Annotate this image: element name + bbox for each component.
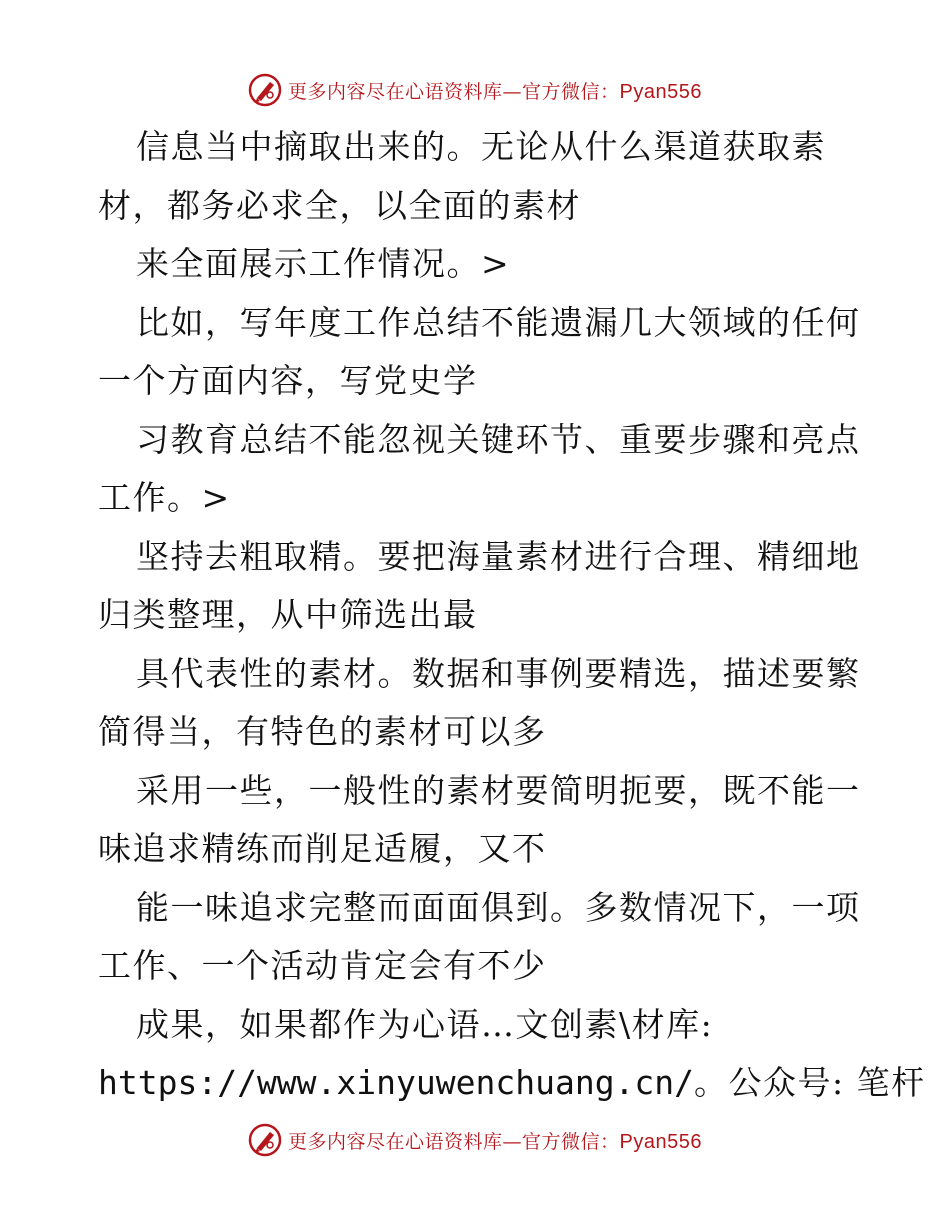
- text-line: 工作。>: [98, 478, 231, 517]
- text-line: 能一味追求完整而面面俱到。多数情况下，一项: [136, 887, 861, 927]
- banner-text: [288, 1127, 702, 1154]
- document-body: [98, 118, 926, 1113]
- text-line: 归类整理，从中筛选出最: [98, 595, 478, 634]
- text-line: 一个方面内容，写党史学: [98, 361, 478, 400]
- text-line: 简得当，有特色的素材可以多: [98, 712, 547, 751]
- text-line: 习教育总结不能忽视关键环节、重要步骤和亮点: [136, 419, 861, 459]
- text-line: 采用一些，一般性的素材要简明扼要，既不能一: [136, 770, 861, 810]
- banner-text: [288, 77, 702, 104]
- banner-separator: —: [502, 1130, 523, 1153]
- text-line: 工作、一个活动肯定会有不少: [98, 946, 547, 985]
- banner-cn-text: 更多内容尽在心语资料库: [288, 1130, 503, 1153]
- banner-cn-text: 更多内容尽在心语资料库: [288, 80, 503, 103]
- banner-separator: —: [502, 80, 523, 103]
- pen-logo-icon: [248, 73, 282, 107]
- banner-wechat-id: Pyan556: [619, 1130, 702, 1153]
- text-line: 比如，写年度工作总结不能遗漏几大领域的任何: [136, 302, 861, 342]
- website-link[interactable]: https://www.xinyuwenchuang.cn/: [98, 1063, 695, 1102]
- footer-watermark-banner: [0, 1120, 950, 1160]
- banner-wechat-id: Pyan556: [619, 80, 702, 103]
- url-line: [98, 1054, 926, 1113]
- text-line: 味追求精练而削足适履，又不: [98, 829, 547, 868]
- text-line: 来全面展示工作情况。>: [136, 244, 511, 283]
- text-line: 信息当中摘取出来的。无论从什么渠道获取素: [136, 127, 826, 166]
- text-line: 成果，如果都作为心语…文创素\材库:: [136, 1004, 714, 1044]
- pen-logo-icon: [248, 1123, 282, 1157]
- text-line: 具代表性的素材。数据和事例要精选，描述要繁: [136, 653, 861, 693]
- banner-official-label: 官方微信：: [522, 1130, 620, 1153]
- header-watermark-banner: [0, 70, 950, 110]
- text-line: 材，都务必求全，以全面的素材: [98, 185, 581, 225]
- url-line-suffix: 。公众号: 笔杆: [694, 1063, 926, 1102]
- banner-official-label: 官方微信：: [522, 80, 620, 103]
- text-line: 坚持去粗取精。要把海量素材进行合理、精细地: [136, 536, 861, 576]
